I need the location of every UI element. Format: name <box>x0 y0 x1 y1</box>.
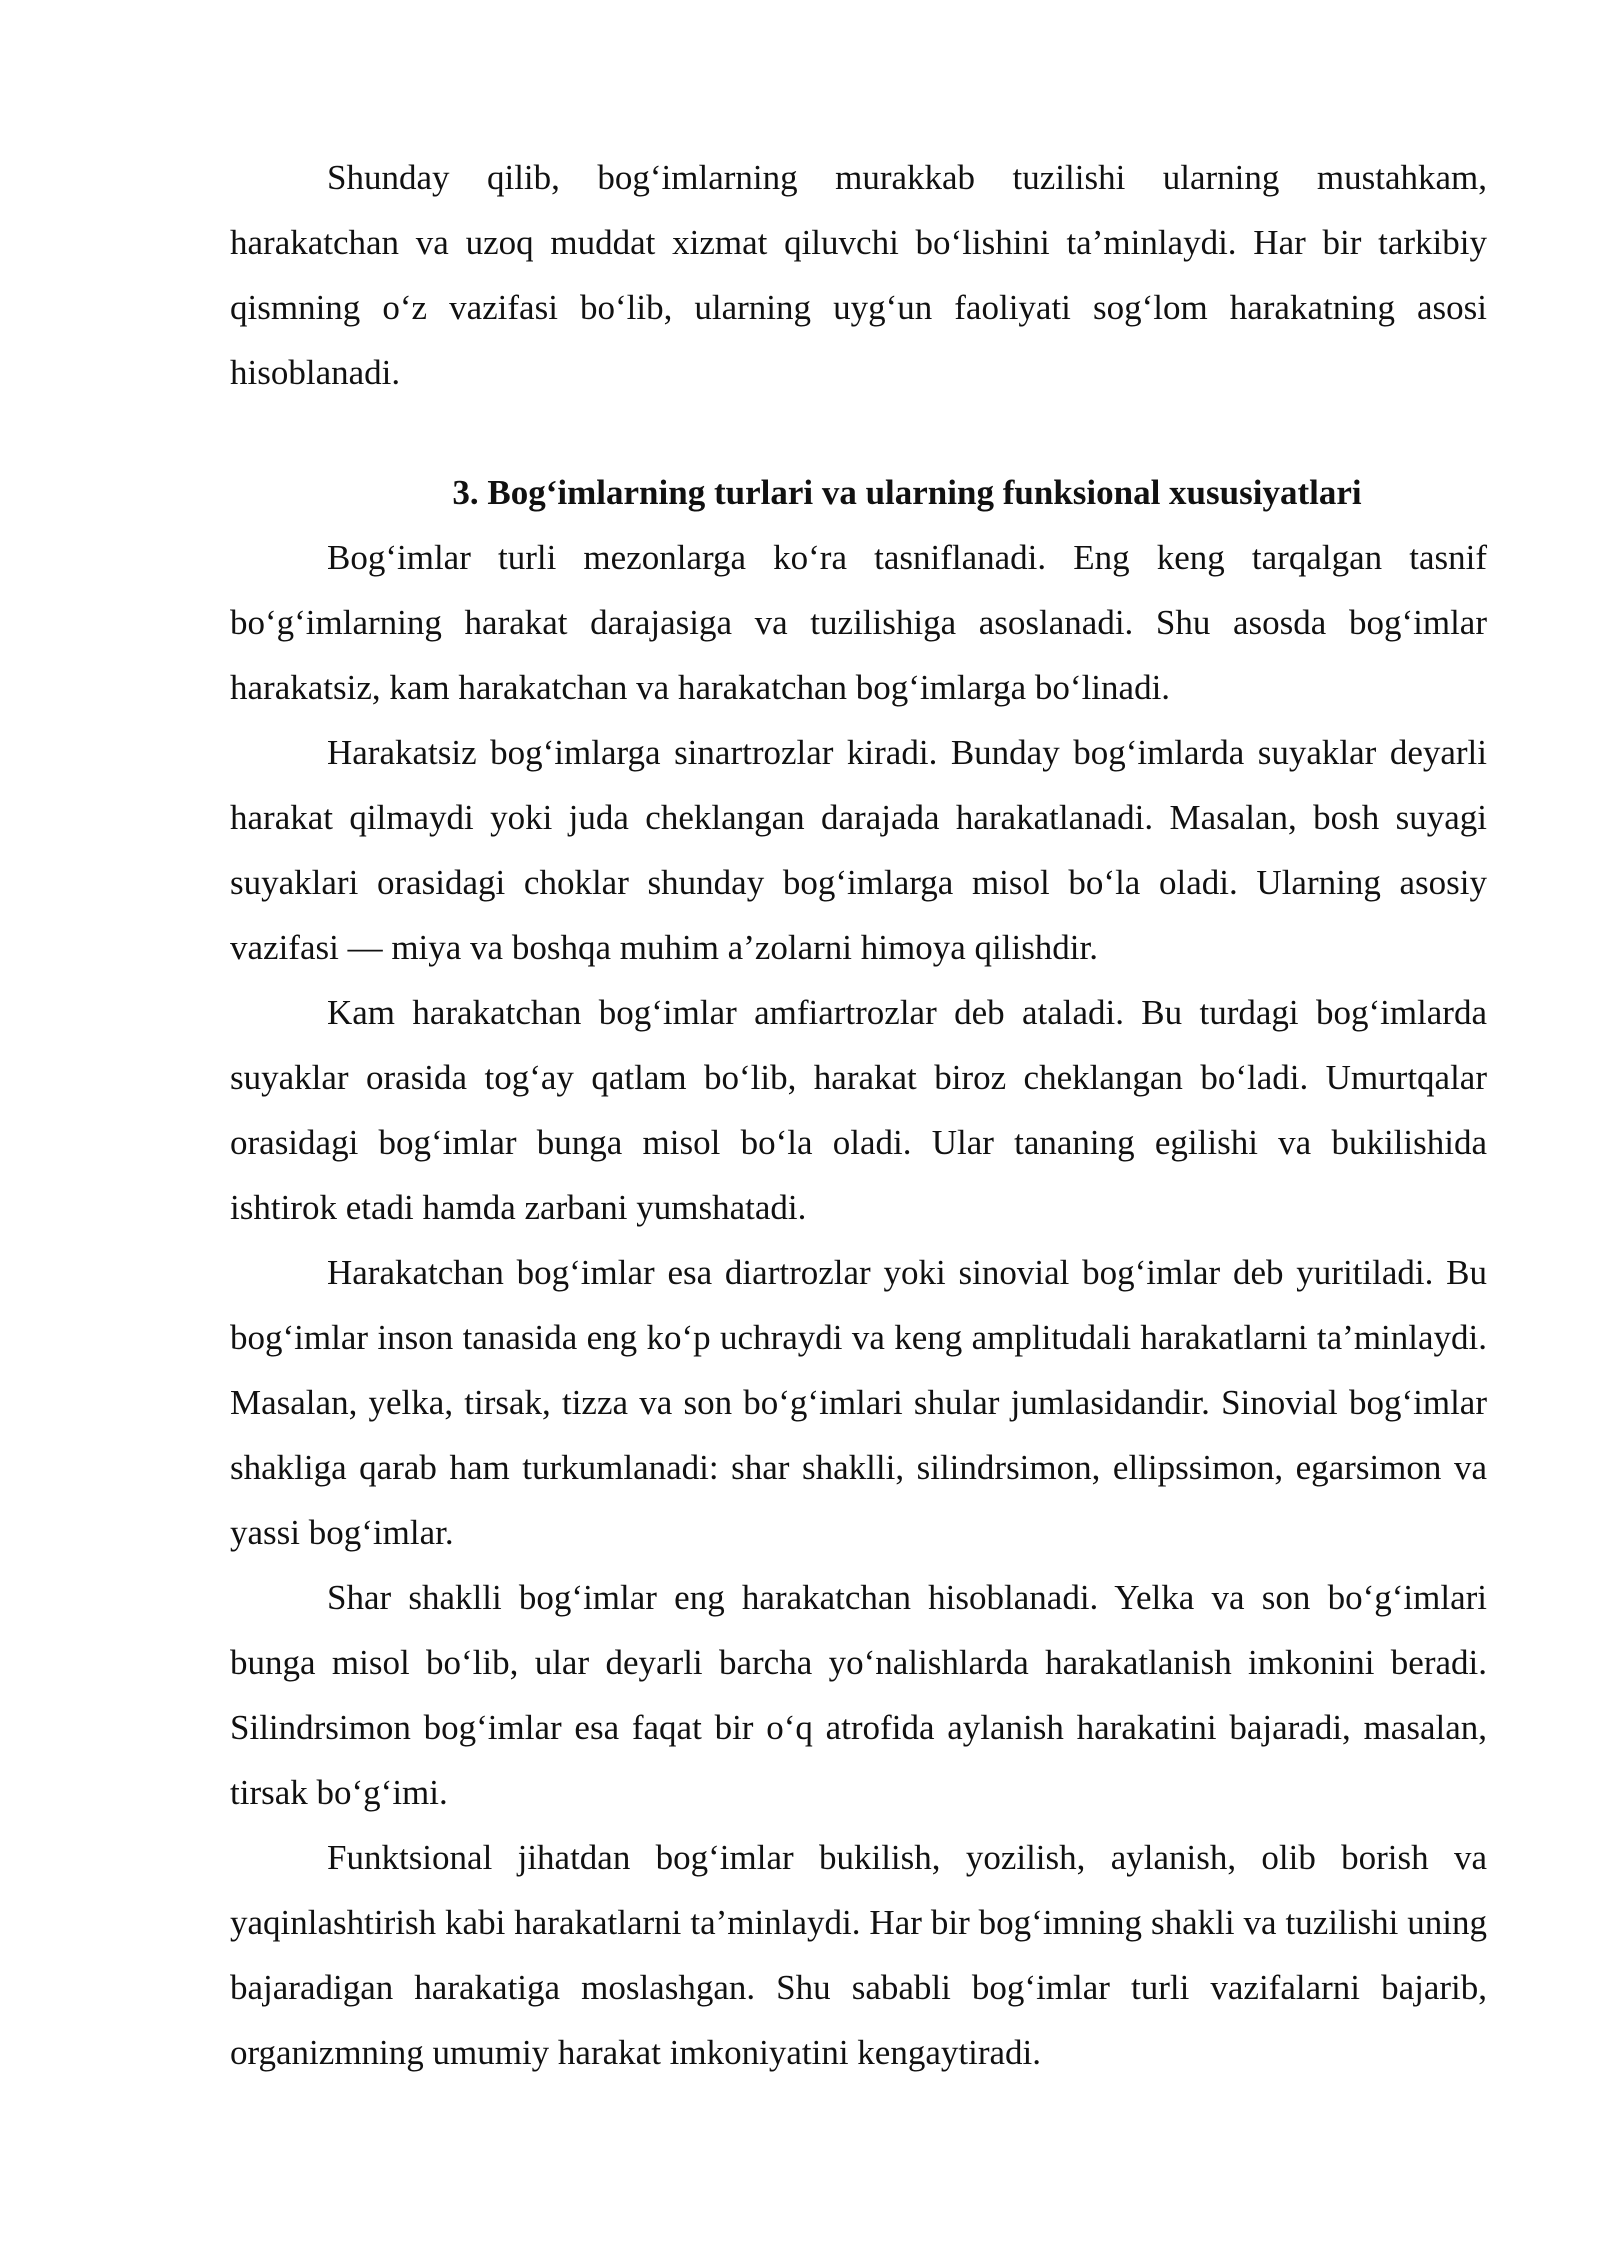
body-paragraph: Shar shaklli bog‘imlar eng harakatchan hisoblanadi. Yelka va son bo‘g‘imlari bunga misol bo‘lib, ular deyarli barcha yo‘nalishlarda harakatlanish imkonini beradi. Silindrsimon bog‘imlar esa faqat bir o‘q atrofida aylanish harakatini bajaradi, masalan, tirsak bo‘g‘imi. <box>230 1578 1487 1812</box>
body-paragraph: Kam harakatchan bog‘imlar amfiartrozlar deb ataladi. Bu turdagi bog‘imlarda suyaklar orasida tog‘ay qatlam bo‘lib, harakat biroz cheklangan bo‘ladi. Umurtqalar orasidagi bog‘imlar bunga misol bo‘la oladi. Ular tananing egilishi va bukilishida ishtirok etadi hamda zarbani yumshatadi. <box>230 993 1487 1227</box>
body-paragraph: Funktsional jihatdan bog‘imlar bukilish, yozilish, aylanish, olib borish va yaqinlashtirish kabi harakatlarni ta’minlaydi. Har bir bog‘imning shakli va tuzilishi uning bajaradigan harakatiga moslashgan. Shu sababli bog‘imlar turli vazifalarni bajarib, organizmning umumiy harakat imkoniyatini kengaytiradi. <box>230 1838 1487 2072</box>
document-page <box>230 145 1487 2085</box>
section-heading: 3. Bog‘imlarning turlari va ularning funksional xususiyatlari <box>452 473 1362 512</box>
body-paragraph: Harakatchan bog‘imlar esa diartrozlar yoki sinovial bog‘imlar deb yuritiladi. Bu bog‘imlar inson tanasida eng ko‘p uchraydi va keng amplitudali harakatlarni ta’minlaydi. Masalan, yelka, tirsak, tizza va son bo‘g‘imlari shular jumlasidandir. Sinovial bog‘imlar shakliga qarab ham turkumlanadi: shar shaklli, silindrsimon, ellipssimon, egarsimon va yassi bog‘imlar. <box>230 1253 1487 1552</box>
body-paragraph: Harakatsiz bog‘imlarga sinartrozlar kiradi. Bunday bog‘imlarda suyaklar deyarli harakat qilmaydi yoki juda cheklangan darajada harakatlanadi. Masalan, bosh suyagi suyaklari orasidagi choklar shunday bog‘imlarga misol bo‘la oladi. Ularning asosiy vazifasi — miya va boshqa muhim a’zolarni himoya qilishdir. <box>230 733 1487 967</box>
intro-paragraph: Shunday qilib, bog‘imlarning murakkab tuzilishi ularning mustahkam, harakatchan va uzoq muddat xizmat qiluvchi bo‘lishini ta’minlaydi. Har bir tarkibiy qismning o‘z vazifasi bo‘lib, ularning uyg‘un faoliyati sog‘lom harakatning asosi hisoblanadi. <box>230 158 1487 392</box>
body-paragraph: Bog‘imlar turli mezonlarga ko‘ra tasniflanadi. Eng keng tarqalgan tasnif bo‘g‘imlarning harakat darajasiga va tuzilishiga asoslanadi. Shu asosda bog‘imlar harakatsiz, kam harakatchan va harakatchan bog‘imlarga bo‘linadi. <box>230 538 1487 707</box>
